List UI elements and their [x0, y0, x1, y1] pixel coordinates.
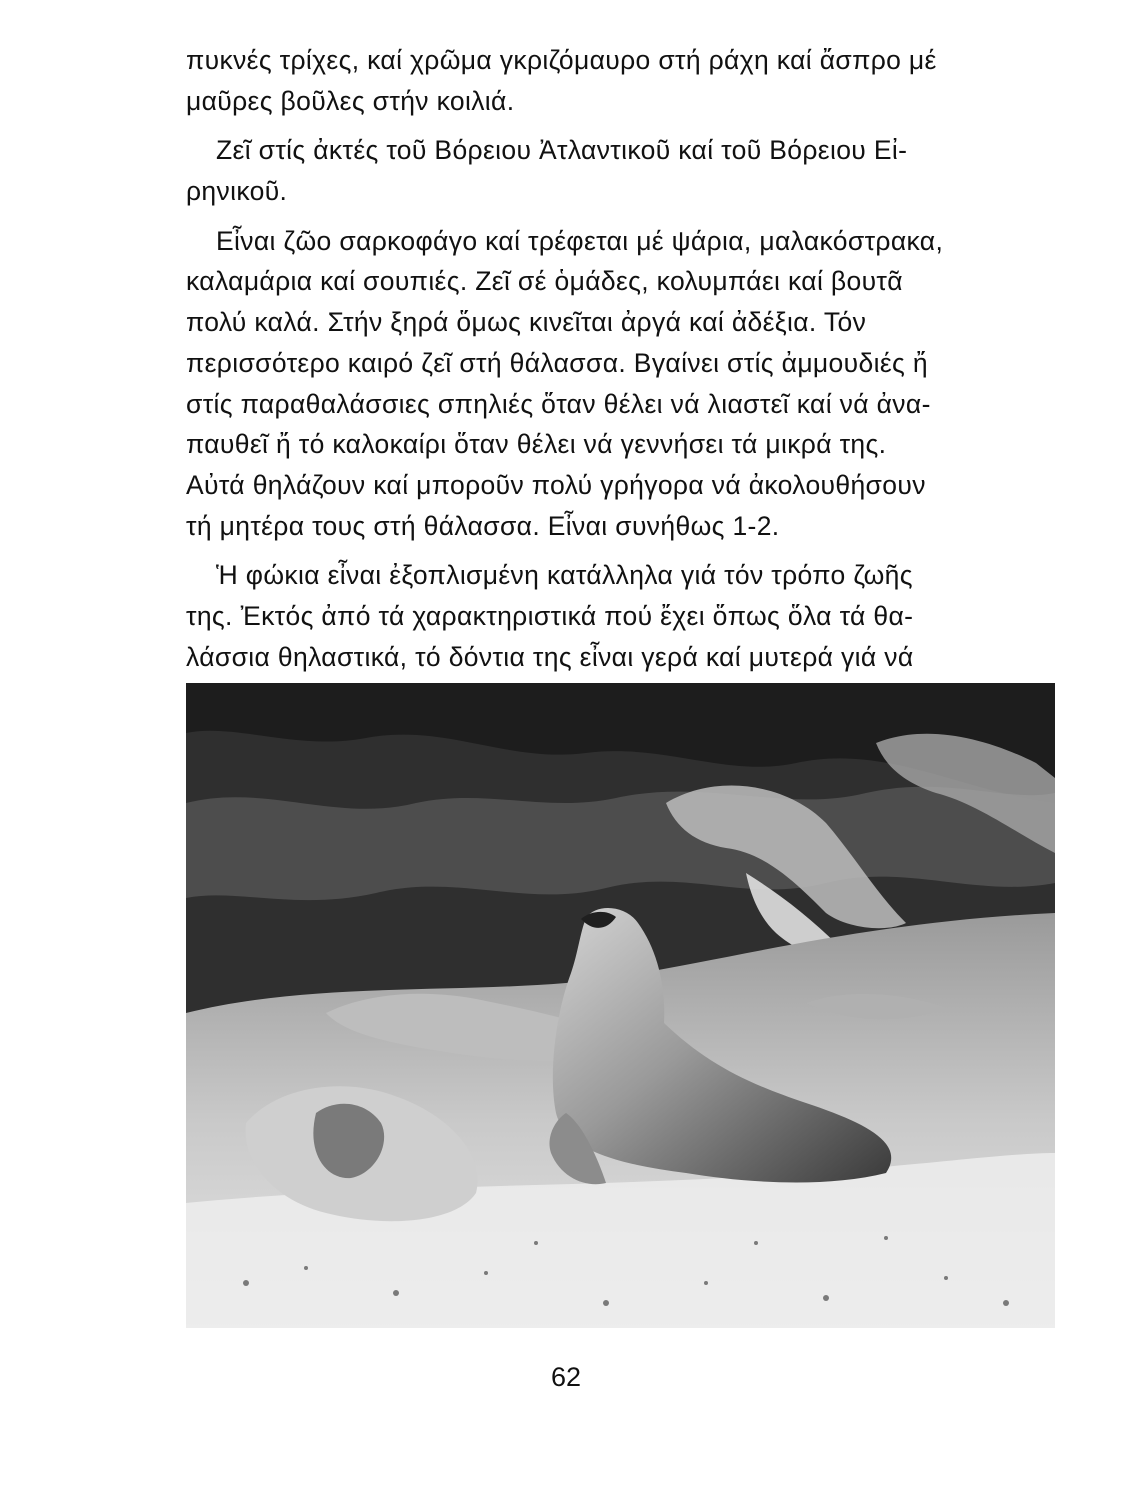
body-text: [186, 40, 1058, 718]
text-line: καλαμάρια καί σουπιές. Ζεῖ σέ ὁμάδες, κολυμπάει καί βουτᾶ: [186, 266, 903, 297]
seal-photo-graphic: [186, 683, 1055, 1328]
seal-photo: [186, 683, 1055, 1328]
text-line: Εἶναι ζῶο σαρκοφάγο καί τρέφεται μέ ψάρια, μαλακόστρακα,: [216, 225, 944, 256]
page-number: 62: [550, 1362, 582, 1392]
text-line: της. Ἐκτός ἀπό τά χαρακτηριστικά πού ἔχει ὅπως ὅλα τά θα-: [186, 600, 914, 631]
text-line: Ζεῖ στίς ἀκτές τοῦ Βόρειου Ἀτλαντικοῦ καί τοῦ Βόρειου Εἰ-: [216, 135, 908, 166]
text-line: πολύ καλά. Στήν ξηρά ὅμως κινεῖται ἀργά καί ἀδέξια. Τόν: [186, 307, 867, 338]
text-line: μαῦρες βοῦλες στήν κοιλιά.: [186, 85, 515, 116]
text-line: πυκνές τρίχες, καί χρῶμα γκριζόμαυρο στή ράχη καί ἄσπρο μέ: [186, 45, 937, 75]
text-line: Αὐτά θηλάζουν καί μποροῦν πολύ γρήγορα νά ἀκολουθήσουν: [186, 469, 926, 500]
text-line: στίς παραθαλάσσιες σπηλιές ὅταν θέλει νά λιαστεῖ καί νά ἀνα-: [186, 388, 931, 419]
text-line: λάσσια θηλαστικά, τό δόντια της εἶναι γερά καί μυτερά γιά νά: [186, 641, 914, 672]
text-line: περισσότερο καιρό ζεῖ στή θάλασσα. Βγαίνει στίς ἀμμουδιές ἤ: [186, 347, 928, 378]
text-line: ρηνικοῦ.: [186, 176, 288, 207]
text-line: τή μητέρα τους στή θάλασσα. Εἶναι συνήθως 1-2.: [186, 510, 780, 541]
text-line: παυθεῖ ἤ τό καλοκαίρι ὅταν θέλει νά γεννήσει τά μικρά της.: [186, 429, 887, 460]
text-line: Ἡ φώκια εἶναι ἐξοπλισμένη κατάλληλα γιά τόν τρόπο ζωῆς: [216, 560, 913, 591]
